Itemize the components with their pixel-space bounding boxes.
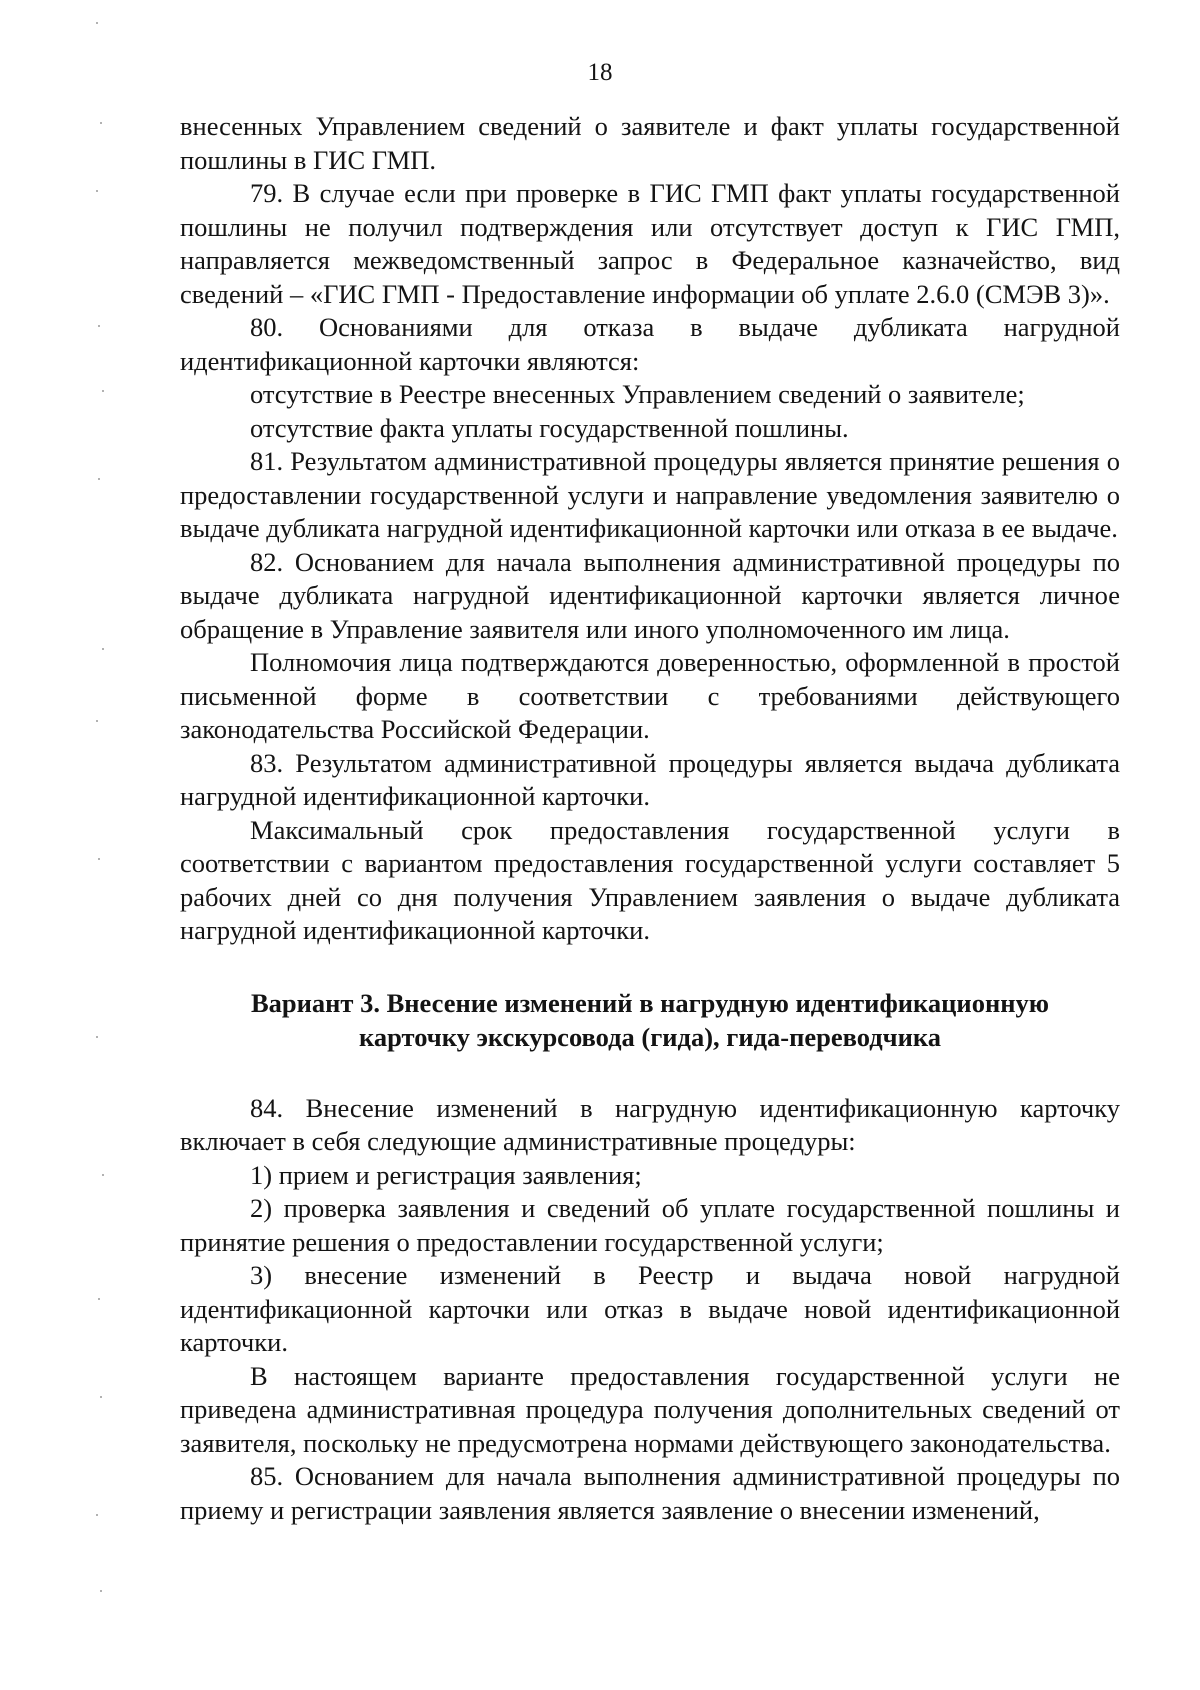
scan-artifact-dot <box>100 1396 102 1398</box>
paragraph-80-item-2: отсутствие факта уплаты государственной пошлины. <box>250 412 849 443</box>
scan-artifact-dot <box>96 720 98 722</box>
paragraph-continuation: внесенных Управлением сведений о заявителе и факт уплаты государственной пошлины в ГИС ГМП. <box>180 111 1120 175</box>
paragraph-80: 80. Основаниями для отказа в выдаче дубликата нагрудной идентификационной карточки являются: <box>180 312 1120 376</box>
paragraph-83: 83. Результатом административной процедуры является выдача дубликата нагрудной идентификационной карточки. <box>180 747 1120 811</box>
scan-artifact-dot <box>96 190 98 192</box>
paragraph-84: 84. Внесение изменений в нагрудную идентификационную карточку включает в себя следующие административные процедуры: <box>180 1092 1120 1156</box>
section-heading-line-1: Вариант 3. Внесение изменений в нагрудную идентификационную <box>250 987 1049 1018</box>
scan-artifact-dot <box>96 22 98 24</box>
paragraph-83-deadline: Максимальный срок предоставления государственной услуги в соответствии с вариантом предоставления государственной услуги составляет 5 рабочих дней со дня получения Управлением заявления о выдаче дубликата нагрудной идентификационной карточки. <box>180 814 1120 945</box>
scan-artifact-dot <box>98 858 100 860</box>
scan-artifact-dot <box>102 390 104 392</box>
scan-artifact-dot <box>98 1298 100 1300</box>
paragraph-85: 85. Основанием для начала выполнения административной процедуры по приему и регистрации заявления является заявление о внесении изменений, <box>180 1461 1120 1525</box>
paragraph-84-note: В настоящем варианте предоставления государственной услуги не приведена административная процедура получения дополнительных сведений от заявителя, поскольку не предусмотрена нормами действующего законодательства. <box>180 1360 1120 1458</box>
scan-artifact-dot <box>100 1590 102 1592</box>
paragraph-84-item-3: 3) внесение изменений в Реестр и выдача новой нагрудной идентификационной карточки или отказ в выдаче новой идентификационной карточки. <box>180 1260 1120 1357</box>
paragraph-80-item-1: отсутствие в Реестре внесенных Управлением сведений о заявителе; <box>250 379 1025 409</box>
paragraph-84-item-1: 1) прием и регистрация заявления; <box>250 1159 642 1190</box>
paragraph-82: 82. Основанием для начала выполнения административной процедуры по выдаче дубликата нагрудной идентификационной карточки является личное обращение в Управление заявителя или иного уполномоченного им лица. <box>180 546 1120 644</box>
section-heading <box>180 986 1120 1054</box>
scan-artifact-dot <box>102 648 104 650</box>
scan-artifact-dot <box>98 478 100 480</box>
paragraph-84-item-2: 2) проверка заявления и сведений об уплате государственной пошлины и принятие решения о предоставлении государственной услуги; <box>180 1193 1120 1257</box>
paragraph-79: 79. В случае если при проверке в ГИС ГМП факт уплаты государственной пошлины не получил подтверждения или отсутствует доступ к ГИС ГМП, направляется межведомственный запрос в Федеральное казначейство, вид сведений – «ГИС ГМП - Предоставление информации об уплате 2.6.0 (СМЭВ 3)». <box>180 178 1120 309</box>
scan-artifact-dot <box>96 1514 98 1516</box>
scan-artifact-dot <box>98 325 100 327</box>
paragraph-81: 81. Результатом административной процедуры является принятие решения о предоставлении государственной услуги и направление уведомления заявителю о выдаче дубликата нагрудной идентификационной карточки или отказа в ее выдаче. <box>180 446 1120 543</box>
section-heading-line-2: карточку экскурсовода (гида), гида-переводчика <box>359 1021 941 1052</box>
scan-artifact-dot <box>96 1036 98 1038</box>
document-body <box>180 110 1120 1527</box>
scan-artifact-dot <box>100 122 102 124</box>
scan-artifact-dot <box>102 1174 104 1176</box>
page-number: 18 <box>587 59 613 86</box>
paragraph-82-authority: Полномочия лица подтверждаются доверенностью, оформленной в простой письменной форме в соответствии с требованиями действующего законодательства Российской Федерации. <box>180 647 1120 744</box>
